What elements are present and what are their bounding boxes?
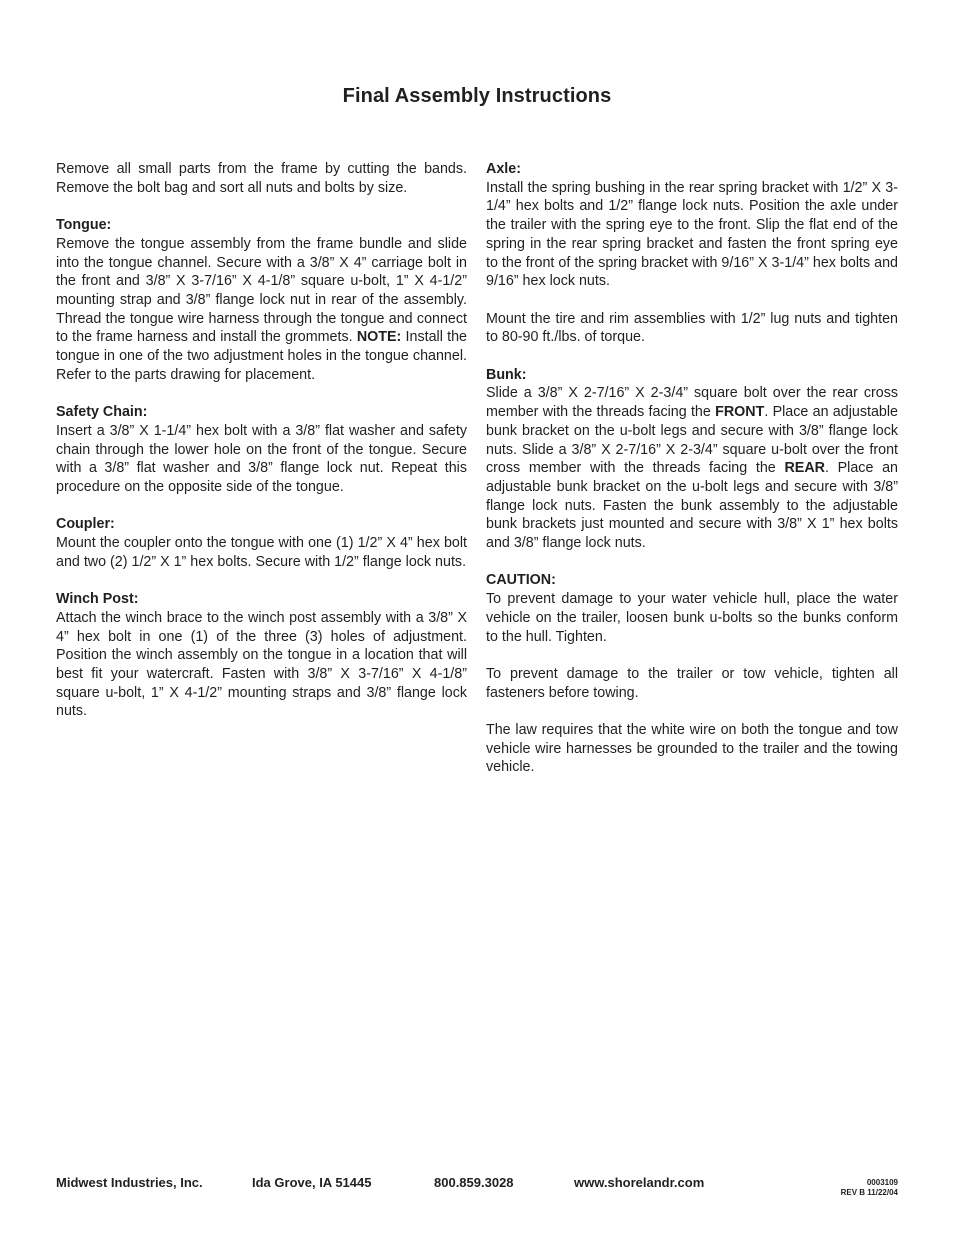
coupler-section — [56, 515, 467, 571]
axle-tire-text: Mount the tire and rim assemblies with 1/2” lug nuts and tighten to 80-90 ft./lbs. of torque. — [486, 310, 898, 346]
left-column — [56, 160, 467, 740]
safety-chain-text: Insert a 3/8” X 1-1/4” hex bolt with a 3/8” flat washer and safety chain through the lower hole on the front of the tongue. Secure with a 3/8” flat washer and 3/8” flange lock nut. Repeat this procedure on the opposite side of the tongue. — [56, 422, 467, 495]
intro-paragraph: Remove all small parts from the frame by cutting the bands. Remove the bolt bag and sort all nuts and bolts by size. — [56, 161, 467, 196]
axle-section — [486, 160, 898, 347]
footer-website: www.shorelandr.com — [574, 1175, 705, 1190]
caution-heading: CAUTION: — [486, 572, 556, 589]
right-column — [486, 160, 898, 796]
axle-heading: Axle: — [486, 161, 521, 177]
front-label: FRONT — [715, 404, 765, 421]
caution-hull-text: To prevent damage to your water vehicle hull, place the water vehicle on the trailer, loosen bunk u-bolts so the bunks conform to the hull. Tighten. — [486, 591, 898, 645]
page-title: Final Assembly Instructions — [342, 85, 612, 107]
document-number: 0003109 — [866, 1178, 898, 1187]
caution-ground-wire-text: The law requires that the white wire on both the tongue and tow vehicle wire harnesses be grounded to the trailer and the towing vehicle. — [486, 722, 898, 776]
tongue-text: Remove the tongue assembly from the frame bundle and slide into the tongue channel. Secure with a 3/8” X 4” carriage bolt in the front and 3/8” X 3-7/16” X 4-1/8” square u-bolt, 1” X 4-1/2” mounting strap and 3/8” flange lock nut in rear of the assembly. Thread the tongue wire harness through the tongue and connect to the frame harness and install the grommets. NOTE: Install the tongue in one of the two adjustment holes in the tongue channel. Refer to the parts drawing for placement. — [56, 235, 467, 383]
footer-company: Midwest Industries, Inc. — [56, 1175, 203, 1190]
footer-address: Ida Grove, IA 51445 — [252, 1175, 372, 1190]
bunk-heading: Bunk: — [486, 366, 527, 383]
revision-label: REV B 11/22/04 — [840, 1188, 898, 1197]
footer-phone: 800.859.3028 — [434, 1175, 514, 1190]
winch-post-text: Attach the winch brace to the winch post assembly with a 3/8” X 4” hex bolt in one (1) of the three (3) holes of adjustment. Position the winch assembly on the tongue in a location that will best fit your watercraft. Fasten with 3/8” X 3-7/16” X 4-1/8” square u-bolt, 1” X 4-1/2” mounting straps and 3/8” flange lock nuts. — [56, 609, 467, 720]
axle-text: Install the spring bushing in the rear spring bracket with 1/2” X 3-1/4” hex bolts and 1/2” flange lock nuts. Position the axle under the trailer with the spring eye to the front. Slip the flat end of the spring in the rear spring bracket and fasten the front spring eye to the front of the spring bracket with 9/16” X 3-1/4” hex bolts and 9/16” hex lock nuts. — [486, 179, 898, 290]
safety-chain-heading: Safety Chain: — [56, 404, 148, 421]
safety-chain-section — [56, 403, 467, 497]
bunk-text: Slide a 3/8” X 2-7/16” X 2-3/4” square bolt over the rear cross member with the threads facing the FRONT. Place an adjustable bunk bracket on the u-bolt legs and secure with 3/8” flange lock nuts. Slide a 3/8” X 2-7/16” X 2-3/4” square u-bolt over the front cross member with the threads facing the REAR. Place an adjustable bunk bracket on the u-bolt legs and secure with 3/8” flange lock nuts. Fasten the bunk assembly to the adjustable bunk brackets just mounted and secure with 3/8” X 1” hex bolts and 3/8” flange lock nuts. — [486, 385, 898, 552]
winch-post-heading: Winch Post: — [56, 591, 139, 608]
bunk-section — [486, 366, 898, 553]
coupler-heading: Coupler: — [56, 516, 115, 533]
note-label: NOTE: — [356, 329, 402, 346]
document-info — [816, 1178, 898, 1198]
coupler-text: Mount the coupler onto the tongue with one (1) 1/2” X 4” hex bolt and two (2) 1/2” X 1” hex bolts. Secure with 1/2” flange lock nuts. — [56, 535, 467, 570]
winch-post-section — [56, 590, 467, 721]
tongue-section — [56, 216, 467, 384]
caution-section — [486, 571, 898, 777]
tongue-heading: Tongue: — [56, 217, 112, 234]
rear-label: REAR — [784, 460, 825, 477]
caution-fasteners-text: To prevent damage to the trailer or tow vehicle, tighten all fasteners before towing. — [486, 665, 898, 701]
